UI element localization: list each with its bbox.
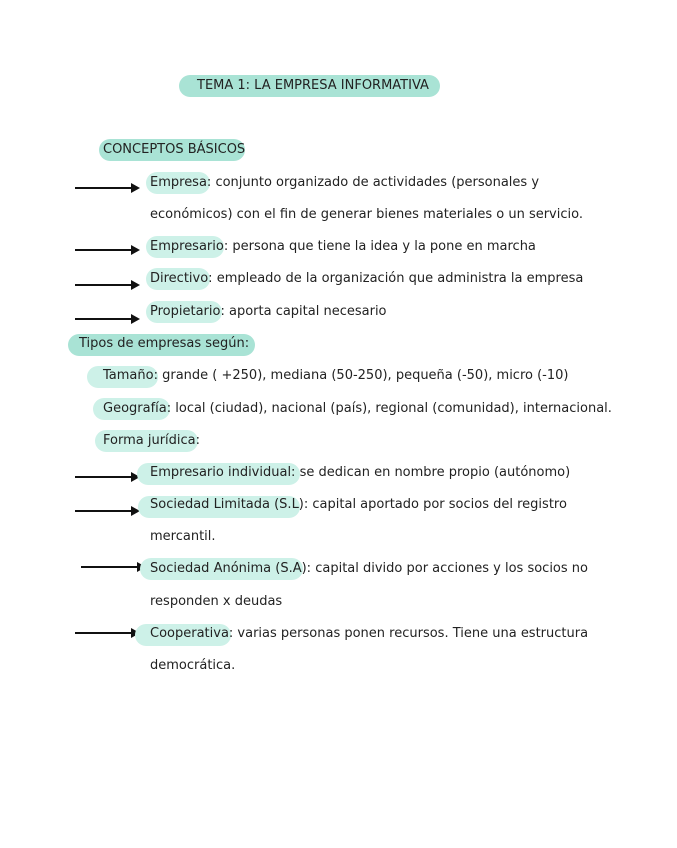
page-title: TEMA 1: LA EMPRESA INFORMATIVA	[197, 78, 429, 93]
section2-heading: Tipos de empresas según:	[79, 336, 250, 351]
arrow-icon	[75, 318, 138, 320]
legal-form-cooperativa: Cooperativa: varias personas ponen recursos. Tiene una estructura	[150, 626, 589, 641]
arrow-icon	[75, 510, 138, 512]
legal-form-sociedad-limitada: Sociedad Limitada (S.L): capital aportado por socios del registro	[150, 497, 567, 512]
legal-form-cooperativa-continuation: democrática.	[150, 658, 236, 673]
concept-item-empresa-continuation: económicos) con el fin de generar bienes materiales o un servicio.	[150, 207, 583, 222]
concept-item-directivo: Directivo: empleado de la organización que administra la empresa	[150, 271, 584, 286]
section1-heading: CONCEPTOS BÁSICOS	[103, 142, 246, 157]
concept-item-empresario: Empresario: persona que tiene la idea y la pone en marcha	[150, 239, 536, 254]
arrow-icon	[75, 249, 138, 251]
legal-form-sociedad-anonima: Sociedad Anónima (S.A): capital divido por acciones y los socios no	[150, 561, 588, 576]
legal-form-sociedad-anonima-continuation: responden x deudas	[150, 594, 283, 609]
criterion-forma-juridica: Forma jurídica:	[103, 433, 201, 448]
legal-form-sociedad-limitada-continuation: mercantil.	[150, 529, 216, 544]
legal-form-empresario-individual: Empresario individual: se dedican en nombre propio (autónomo)	[150, 465, 571, 480]
concept-item-empresa: Empresa: conjunto organizado de actividades (personales y	[150, 175, 540, 190]
arrow-icon	[75, 284, 138, 286]
arrow-icon	[81, 566, 144, 568]
criterion-geografia: Geografía: local (ciudad), nacional (país), regional (comunidad), internacional.	[103, 401, 612, 416]
concept-item-propietario: Propietario: aporta capital necesario	[150, 304, 387, 319]
arrow-icon	[75, 476, 138, 478]
criterion-tamano: Tamaño: grande ( +250), mediana (50-250), pequeña (-50), micro (-10)	[103, 368, 569, 383]
arrow-icon	[75, 632, 138, 634]
arrow-icon	[75, 187, 138, 189]
